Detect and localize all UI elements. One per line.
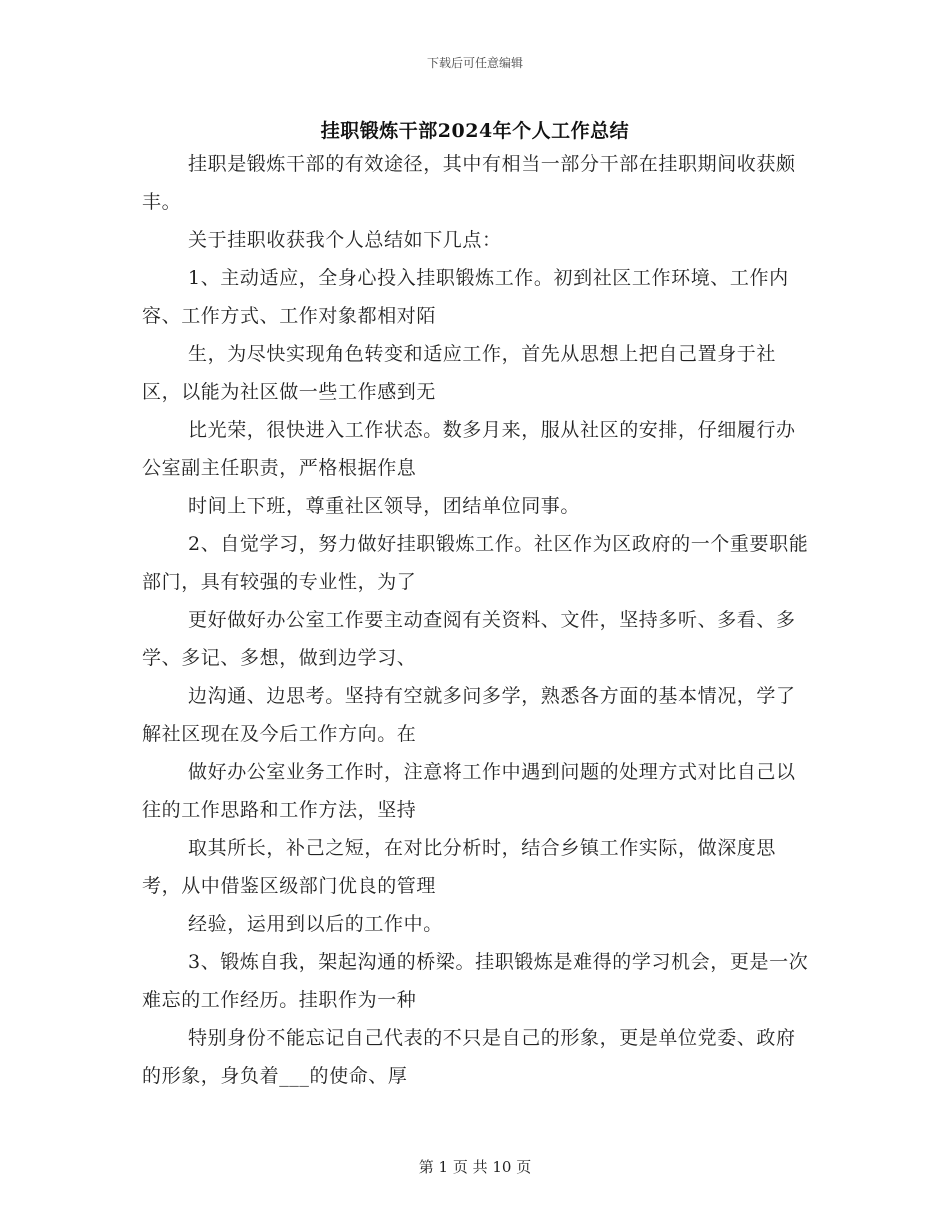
- paragraph-13: 3、锻炼自我，架起沟通的桥梁。挂职锻炼是难得的学习机会，更是一次难忘的工作经历。挂职作为一种: [142, 951, 809, 1011]
- page-number: 第 1 页 共 10 页: [418, 1158, 532, 1176]
- paragraph-9: 边沟通、边思考。坚持有空就多问多学，熟悉各方面的基本情况，学了解社区现在及今后工作方向。在: [142, 685, 796, 745]
- paragraph-14: 特别身份不能忘记自己代表的不只是自己的形象，更是单位党委、政府的形象，身负着___的使命、厚: [142, 1027, 796, 1087]
- paragraph-11: 取其所长，补己之短，在对比分析时，结合乡镇工作实际，做深度思考，从中借鉴区级部门优良的管理: [142, 837, 777, 897]
- paragraph-4: 生，为尽快实现角色转变和适应工作，首先从思想上把自己置身于社区，以能为社区做一些工作感到无: [142, 343, 777, 403]
- document-title: 挂职锻炼干部2024年个人工作总结: [320, 120, 630, 142]
- paragraph-1: 挂职是锻炼干部的有效途径，其中有相当一部分干部在挂职期间收获颇丰。: [142, 153, 796, 213]
- paragraph-7: 2、自觉学习，努力做好挂职锻炼工作。社区作为区政府的一个重要职能部门，具有较强的专业性，为了: [142, 533, 809, 593]
- paragraph-12: 经验，运用到以后的工作中。: [188, 913, 443, 935]
- paragraph-8: 更好做好办公室工作要主动查阅有关资料、文件，坚持多听、多看、多学、多记、多想，做到边学习、: [142, 609, 796, 669]
- paragraph-2: 关于挂职收获我个人总结如下几点：: [188, 229, 502, 251]
- paragraph-10: 做好办公室业务工作时，注意将工作中遇到问题的处理方式对比自己以往的工作思路和工作方法，坚持: [142, 761, 796, 821]
- paragraph-5: 比光荣，很快进入工作状态。数多月来，服从社区的安排，仔细履行办公室副主任职责，严格根据作息: [142, 419, 796, 479]
- header-note: 下载后可任意编辑: [426, 56, 523, 70]
- document-body: [142, 145, 812, 1095]
- paragraph-3: 1、主动适应，全身心投入挂职锻炼工作。初到社区工作环境、工作内容、工作方式、工作对象都相对陌: [142, 267, 789, 327]
- paragraph-6: 时间上下班，尊重社区领导，团结单位同事。: [188, 495, 581, 517]
